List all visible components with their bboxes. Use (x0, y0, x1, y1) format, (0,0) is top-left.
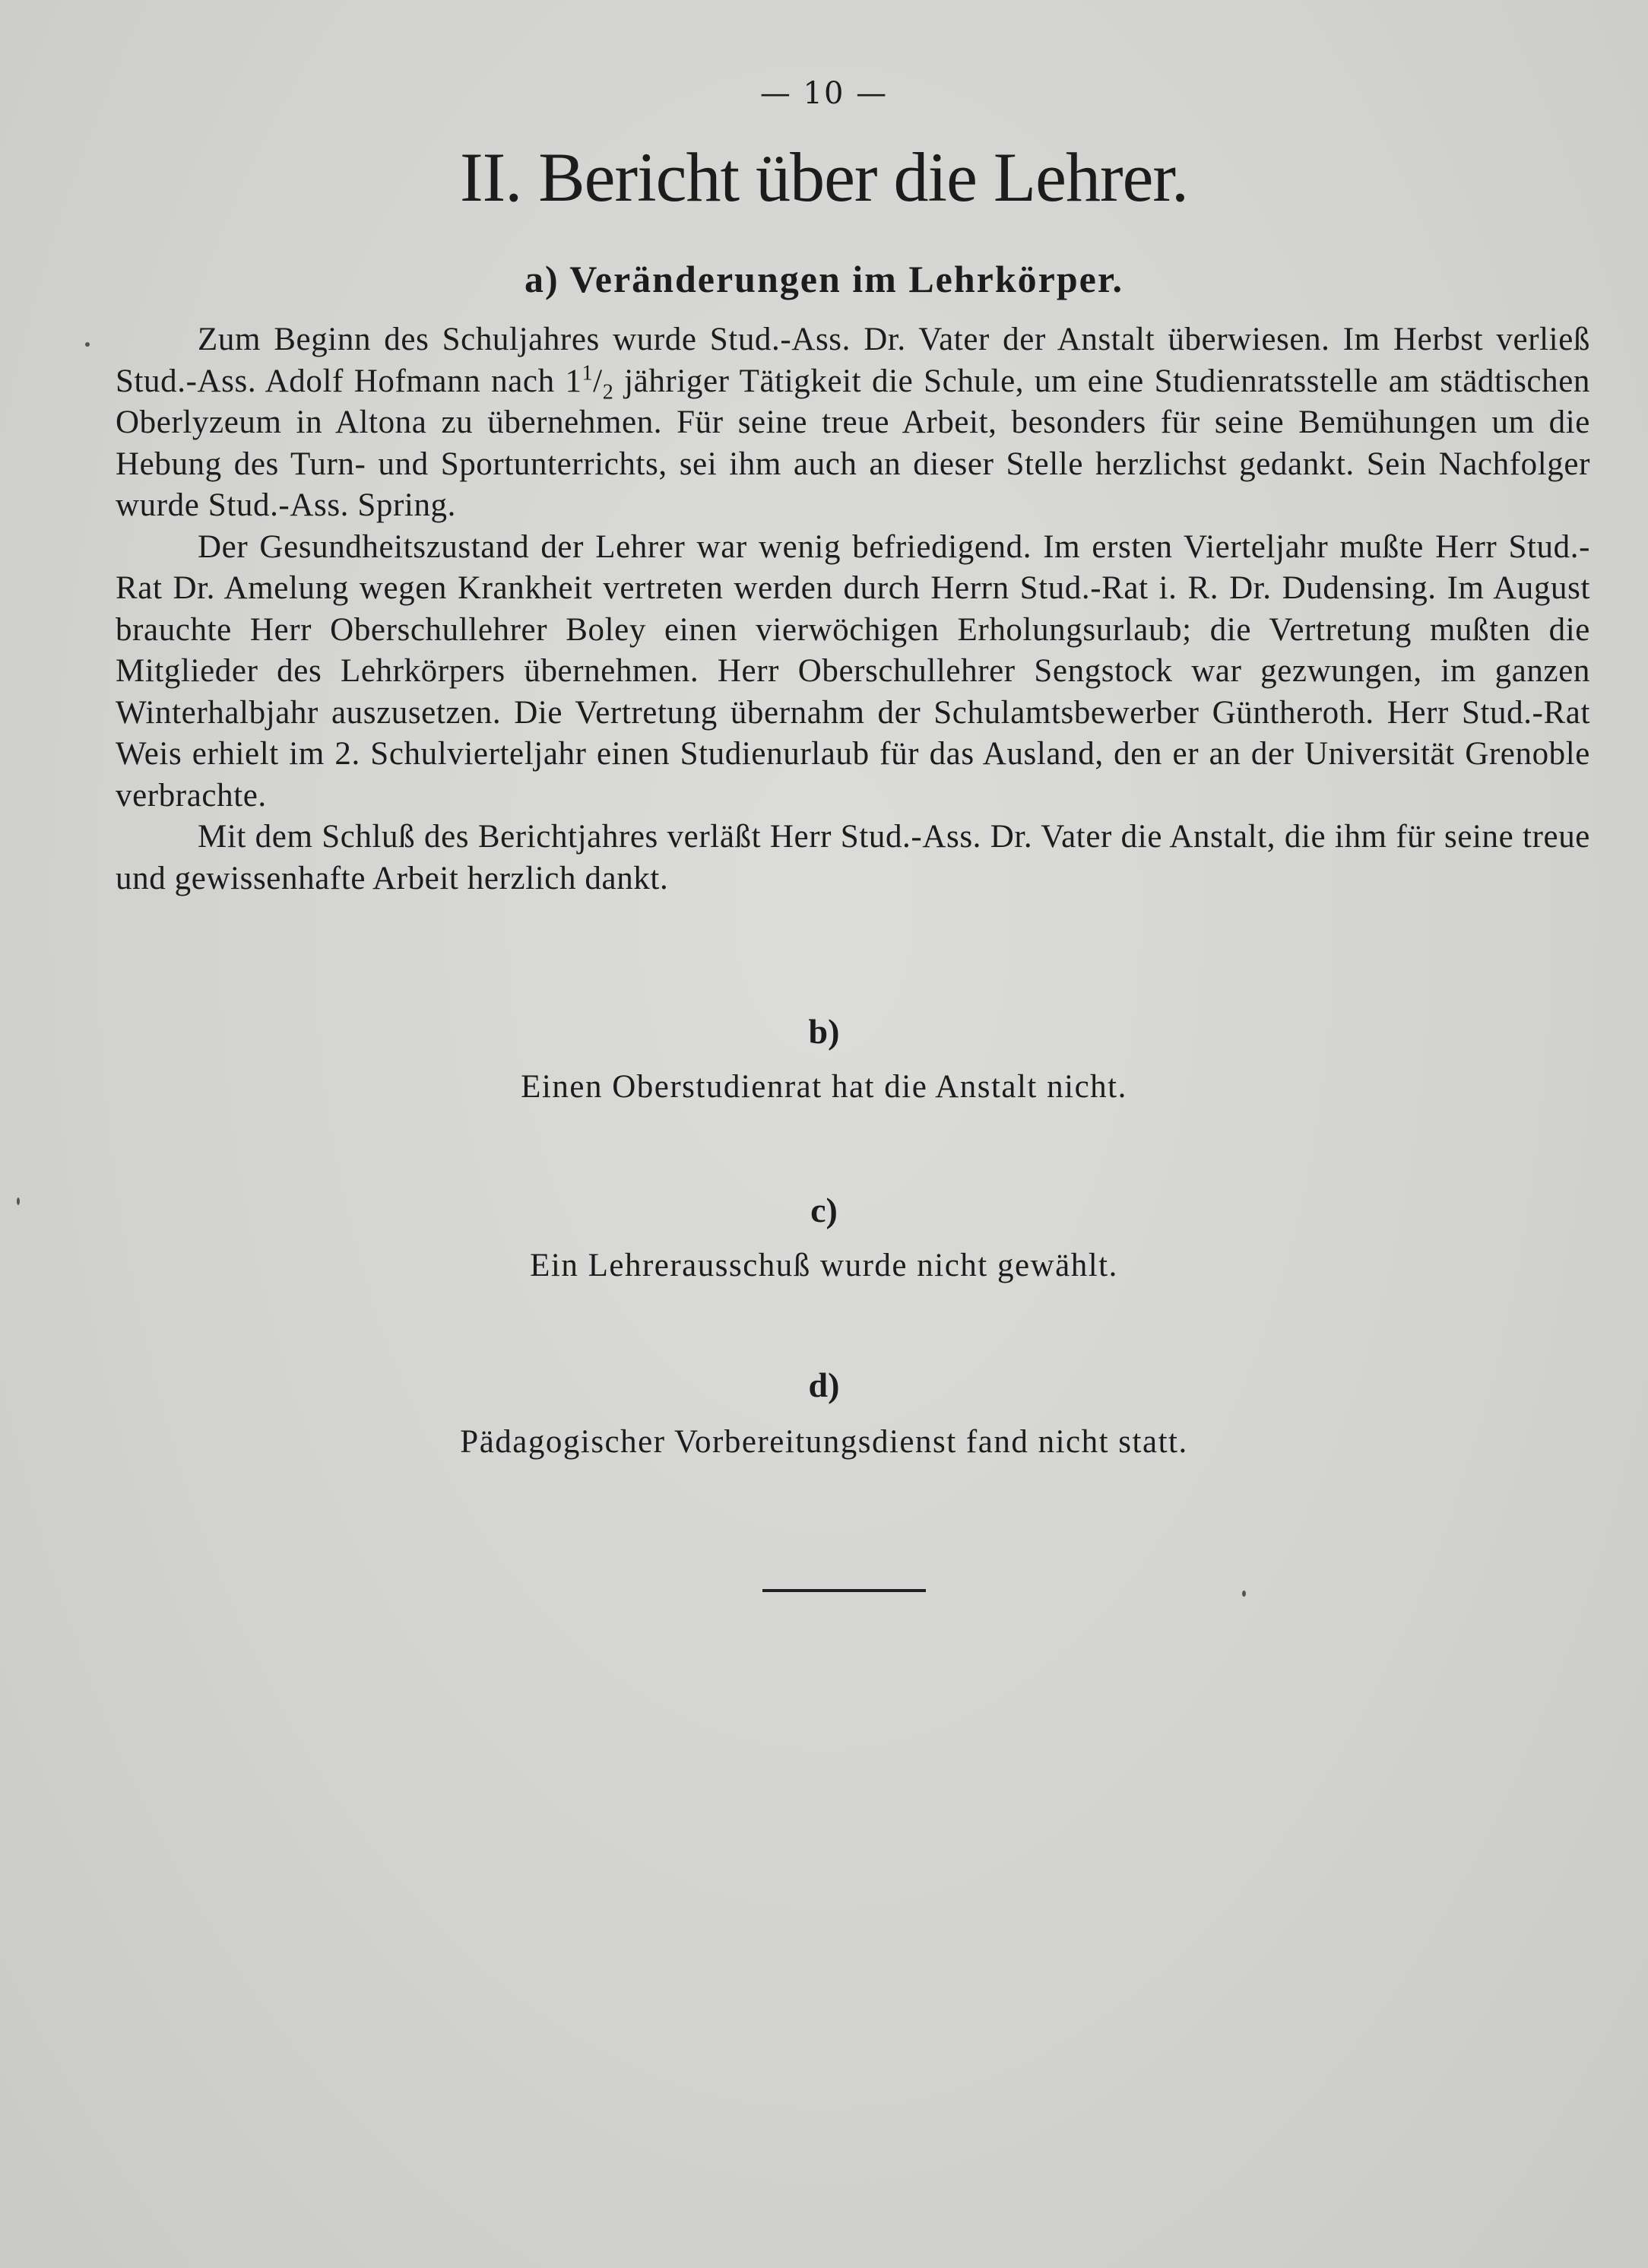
section-d-text: Pädagogischer Vorbereitungsdienst fand nicht statt. (460, 1424, 1188, 1460)
section-a-paragraph-2: Der Gesundheitszustand der Lehrer war wenig befriedigend. Im ersten Vierteljahr mußte Herr Stud.-Rat Dr. Amelung wegen Krankheit vertreten werden durch Herrn Stud.-Rat i. R. Dr. Dudensing. Im August brauchte Herr Oberschullehrer Boley einen vierwöchigen Erholungsurlaub; die Vertretung mußten die Mitglieder des Lehrkörpers übernehmen. Herr Oberschullehrer Sengstock war gezwungen, im ganzen Winterhalbjahr auszusetzen. Die Vertretung übernahm der Schulamtsbewerber Güntheroth. Herr Stud.-Rat Weis erhielt im 2. Schulvierteljahr einen Studienurlaub für das Ausland, den er an der Universität Grenoble verbrachte. (116, 528, 1590, 814)
section-d-label: d) (808, 1366, 840, 1404)
section-c-label: c) (810, 1191, 838, 1229)
section-b-text: Einen Oberstudienrat hat die Anstalt nicht. (521, 1069, 1127, 1105)
page-number: — 10 — (759, 76, 889, 111)
fraction-half: $^1/_2$ (582, 361, 614, 404)
paper-speck (85, 342, 90, 347)
paragraph-1-text-end: jähriger Tätigkeit die Schule, um eine Studienratsstelle am städtischen Oberlyzeum in Altona zu übernehmen. Für seine treue Arbeit, besonders für seine Bemühungen um die Hebung des Turn- und Sportunterrichts, sei ihm auch an dieser Stelle herzlichst gedankt. Sein Nachfolger wurde Stud.-Ass. Spring. (116, 363, 1590, 523)
section-a-body (116, 319, 1590, 899)
end-rule-divider (762, 1589, 926, 1592)
fraction-numerator: 1 (582, 361, 594, 385)
page-title: II. Bericht über die Lehrer. (460, 138, 1188, 216)
paragraph-1-text-start: Zum Beginn des Schuljahres wurde Stud.-Ass. Dr. Vater der Anstalt überwiesen. Im Herbst verließ Stud.-Ass. Adolf Hofmann nach 1 (116, 322, 1590, 399)
paper-speck (1242, 1591, 1246, 1597)
section-c-text: Ein Lehrerausschuß wurde nicht gewählt. (530, 1248, 1118, 1283)
section-a-paragraph-1 (116, 319, 1590, 527)
paper-speck (17, 1197, 20, 1205)
section-a-paragraph-3: Mit dem Schluß des Berichtjahres verläßt Herr Stud.-Ass. Dr. Vater die Anstalt, die ihm für seine treue und gewissenhafte Arbeit herzlich dankt. (116, 819, 1590, 896)
fraction-denominator: 2 (602, 380, 614, 404)
section-b-label: b) (808, 1012, 840, 1051)
section-a-heading: a) Veränderungen im Lehrkörper. (525, 258, 1123, 300)
